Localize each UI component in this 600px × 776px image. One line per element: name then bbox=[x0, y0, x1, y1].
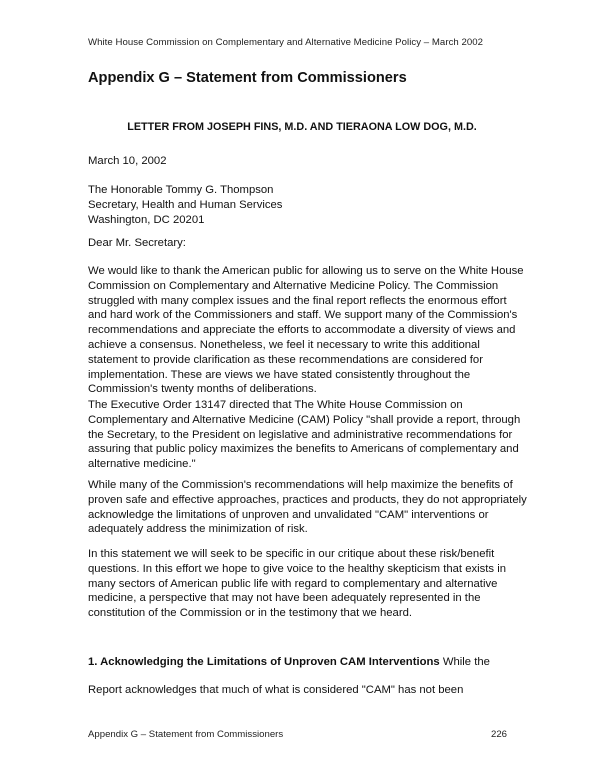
address-line-3: Washington, DC 20201 bbox=[88, 213, 205, 226]
recipient-address bbox=[88, 183, 528, 227]
letter-date: March 10, 2002 bbox=[88, 155, 167, 167]
paragraph-1: We would like to thank the American public for allowing us to serve on the White House Commission on Complementary and Alternative Medicine Policy. The Commission struggled with many complex issues and the final report reflects the enormous effort and hard work of the Commissioners and staff. We support many of the Commission's recommendations and appreciate the efforts to accommodate a diversity of views and achieve a consensus. Nonetheless, we feel it necessary to write this additional statement to provide clarification as these recommendations are considered for implementation. These are views we have stated consistently throughout the Commission's twenty months of deliberations. bbox=[88, 265, 524, 396]
appendix-title: Appendix G – Statement from Commissioners bbox=[88, 70, 407, 86]
paragraph-3: While many of the Commission's recommendations will help maximize the benefits of proven safe and effective approaches, practices and products, they do not appropriately acknowledge the limitations of unproven and unvalidated "CAM" interventions or adequately address the minimization of risk. bbox=[88, 479, 527, 536]
address-line-1: The Honorable Tommy G. Thompson bbox=[88, 184, 274, 196]
section-1-first-line bbox=[88, 655, 528, 670]
running-header: White House Commission on Complementary and Alternative Medicine Policy – March 2002 bbox=[88, 37, 484, 48]
salutation: Dear Mr. Secretary: bbox=[88, 237, 186, 249]
footer-label: Appendix G – Statement from Commissioners bbox=[88, 729, 284, 740]
paragraph-2: The Executive Order 13147 directed that The White House Commission on Complementary and Alternative Medicine (CAM) Policy "shall provide a report, through the Secretary, to the President on legislative and administrative recommendations for assuring that public policy maximizes the benefits to Americans of complementary and alternative medicine." bbox=[88, 399, 521, 471]
paragraph-4: In this statement we will seek to be specific in our critique about these risk/benefit questions. In this effort we hope to give voice to the healthy skepticism that exists in many sectors of American public life with regard to complementary and alternative medicine, a perspective that may not have been adequately represented in the constitution of the Commission or in the testimony that we heard. bbox=[88, 548, 507, 620]
address-line-2: Secretary, Health and Human Services bbox=[88, 198, 283, 211]
section-1-second-line: Report acknowledges that much of what is considered "CAM" has not been bbox=[88, 684, 464, 696]
section-1-heading: 1. Acknowledging the Limitations of Unproven CAM Interventions bbox=[88, 656, 440, 668]
letter-title: LETTER FROM JOSEPH FINS, M.D. AND TIERAONA LOW DOG, M.D. bbox=[127, 121, 477, 133]
section-1-text-start: While the bbox=[439, 656, 490, 668]
page-number: 226 bbox=[491, 729, 508, 740]
